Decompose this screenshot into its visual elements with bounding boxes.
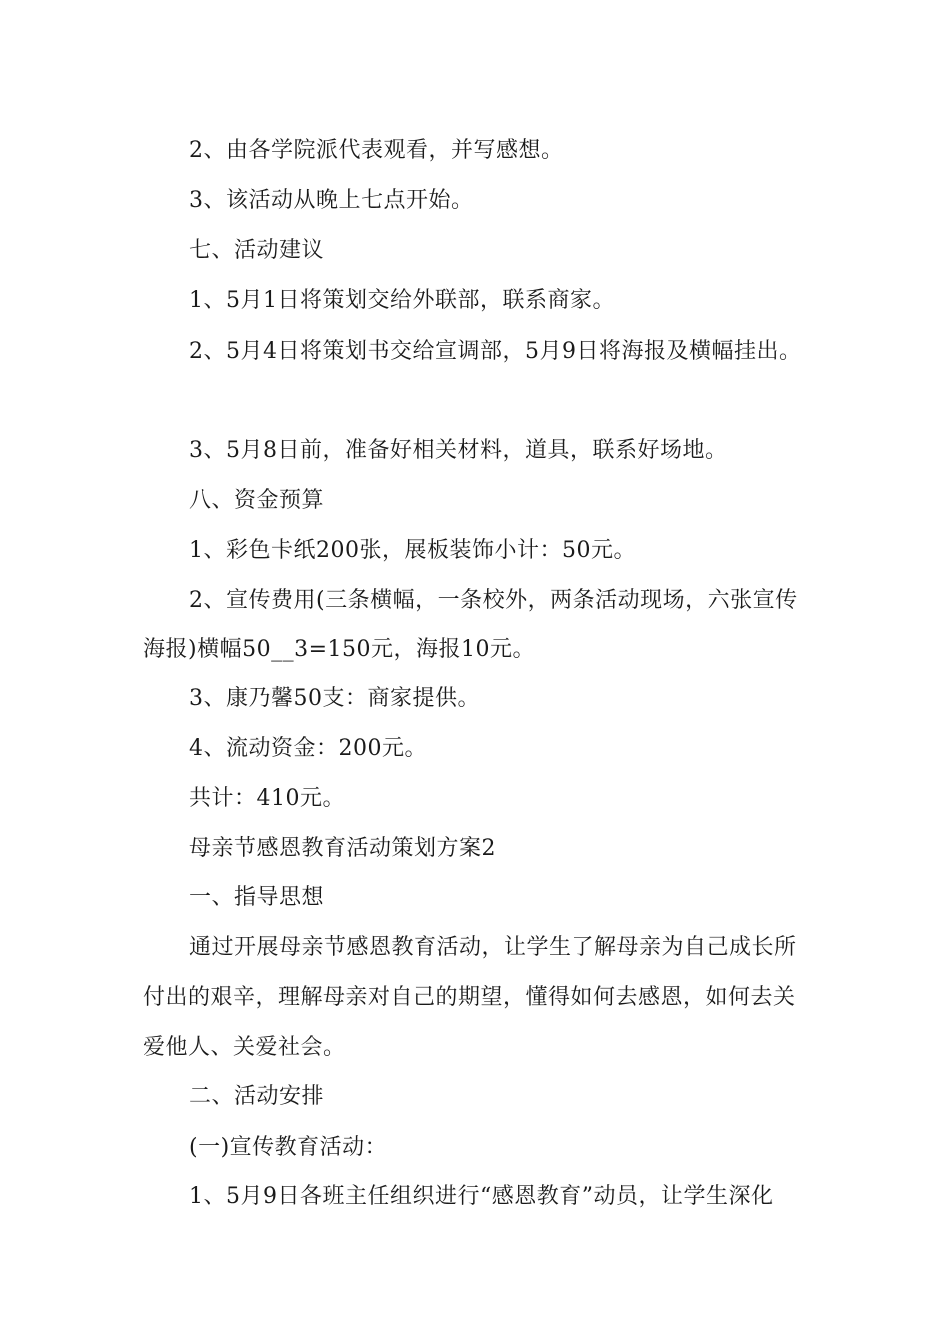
- paragraph-line: 共计：410元。: [189, 786, 345, 811]
- section-heading: 一、指导思想: [189, 885, 325, 910]
- paragraph-line: 通过开展母亲节感恩教育活动，让学生了解母亲为自己成长所: [189, 935, 797, 960]
- paragraph-line: 2、5月4日将策划书交给宣调部，5月9日将海报及横幅挂出。: [189, 339, 802, 364]
- paragraph-line: 3、5月8日前，准备好相关材料，道具，联系好场地。: [189, 438, 728, 463]
- subsection-heading: (一)宣传教育活动：: [189, 1135, 388, 1160]
- paragraph-line: 2、由各学院派代表观看，并写感想。: [189, 138, 564, 163]
- paragraph-line: 1、5月1日将策划交给外联部，联系商家。: [189, 288, 615, 313]
- paragraph-line: 1、彩色卡纸200张，展板装饰小计：50元。: [189, 538, 636, 563]
- paragraph-line: 3、该活动从晚上七点开始。: [189, 188, 474, 213]
- paragraph-line: 4、流动资金：200元。: [189, 736, 427, 761]
- section-heading: 二、活动安排: [189, 1084, 325, 1109]
- paragraph-line: 1、5月9日各班主任组织进行“感恩教育”动员，让学生深化: [189, 1184, 774, 1209]
- paragraph-line: 海报)横幅50__3=150元，海报10元。: [143, 637, 535, 662]
- paragraph-line: 爱他人、关爱社会。: [143, 1035, 346, 1060]
- section-heading: 八、资金预算: [189, 488, 325, 513]
- paragraph-line: 付出的艰辛，理解母亲对自己的期望，懂得如何去感恩，如何去关: [143, 985, 796, 1010]
- section-heading: 七、活动建议: [189, 238, 325, 263]
- document-title: 母亲节感恩教育活动策划方案2: [189, 836, 496, 861]
- paragraph-line: 3、康乃馨50支：商家提供。: [189, 686, 480, 711]
- paragraph-line: 2、宣传费用(三条横幅，一条校外，两条活动现场，六张宣传: [189, 588, 798, 613]
